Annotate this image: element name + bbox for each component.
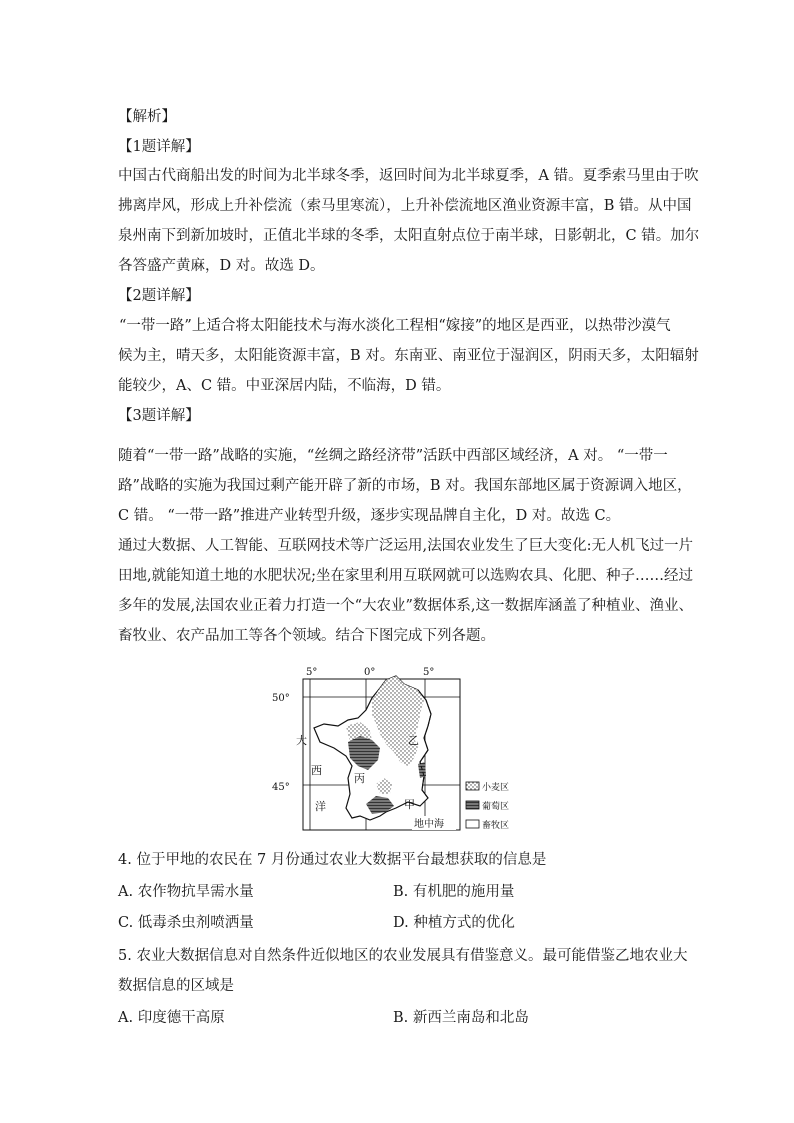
legend-label: 葡萄区 [482,802,510,812]
q4-option-b: B. 有机肥的施用量 [393,884,515,900]
q5-option-b: B. 新西兰南岛和北岛 [393,1010,529,1026]
map-legend [466,781,509,831]
legend-swatch-pasture [466,820,479,828]
q3-text-line: C 错。 “一带一路”推进产业转型升级，逐步实现品牌自主化，D 对。故选 C。 [118,508,621,524]
q3-text-line: 路”战略的实施为我国过剩产能开辟了新的市场，B 对。我国东部地区属于资源调入地区， [118,478,692,494]
q2-text-line: 能较少，A、C 错。中亚深居内陆，不临海，D 错。 [118,378,451,394]
q1-text-line: 中国古代商船出发的时间为北半球冬季，返回时间为北半球夏季，A 错。夏季索马里由于吹 [118,168,699,184]
place-label-bing: 丙 [354,772,365,785]
intro-text-line: 通过大数据、人工智能、互联网技术等广泛运用,法国农业发生了巨大变化:无人机飞过一片 [118,538,693,554]
ocean-label-char: 西 [311,764,322,777]
q4-option-a: A. 农作物抗旱需水量 [118,884,254,900]
q4-option-d: D. 种植方式的优化 [393,915,515,931]
lat-label: 45° [272,782,290,793]
ocean-label-char: 洋 [315,800,326,813]
intro-text-line: 畜牧业、农产品加工等各个领域。结合下图完成下列各题。 [118,628,495,644]
lon-label: 5° [306,667,318,678]
q1-text-line: 泉州南下到新加坡时，正值北半球的冬季，太阳直射点位于南半球，日影朝北，C 错。加尔 [118,228,700,244]
q2-text-line: “一带一路”上适合将太阳能技术与海水淡化工程相“嫁接”的地区是西亚，以热带沙漠气 [119,318,671,334]
q5-stem-line: 5. 农业大数据信息对自然条件近似地区的农业发展具有借鉴意义。最可能借鉴乙地农业大 [118,948,688,964]
legend-label: 小麦区 [482,783,510,793]
place-label-sea: 地中海 [414,819,444,830]
legend-label: 畜牧区 [482,821,510,831]
q1-heading: 【1题详解】 [118,139,200,155]
intro-text-line: 田地,就能知道土地的水肥状况;坐在家里利用互联网就可以选购农具、化肥、种子……经过 [118,568,693,584]
q3-heading: 【3题详解】 [118,408,200,424]
q3-text-line: 随着“一带一路”战略的实施，“丝绸之路经济带”活跃中西部区域经济，A 对。 “一带一 [118,448,668,464]
q4-stem: 4. 位于甲地的农民在 7 月份通过农业大数据平台最想获取的信息是 [118,852,547,868]
legend-swatch-wheat [466,782,479,790]
q5-option-a: A. 印度德干高原 [118,1010,225,1026]
q4-option-c: C. 低毒杀虫剂喷洒量 [118,915,254,931]
lon-label: 0° [364,667,376,678]
place-label-yi: 乙 [408,734,419,747]
lat-label: 50° [272,693,290,704]
intro-text-line: 多年的发展,法国农业正着力打造一个“大农业”数据体系,这一数据库涵盖了种植业、渔业、 [118,598,694,614]
q1-text-line: 拂离岸风，形成上升补偿流（索马里寒流），上升补偿流地区渔业资源丰富，B 错。从中国 [118,198,692,214]
q2-heading: 【2题详解】 [118,288,200,304]
lon-label: 5° [423,667,435,678]
ocean-label-char: 大 [296,734,307,747]
place-label-jia: 甲 [404,798,415,811]
q1-text-line: 各答盛产黄麻，D 对。故选 D。 [118,258,325,274]
q2-text-line: 候为主，晴天多，太阳能资源丰富，B 对。东南亚、南亚位于湿润区，阴雨天多，太阳辐射 [118,348,699,364]
analysis-heading: 【解析】 [118,109,176,125]
q5-stem-line: 数据信息的区域是 [118,978,234,994]
legend-swatch-vineyard [466,801,479,809]
france-agriculture-map [268,666,528,836]
